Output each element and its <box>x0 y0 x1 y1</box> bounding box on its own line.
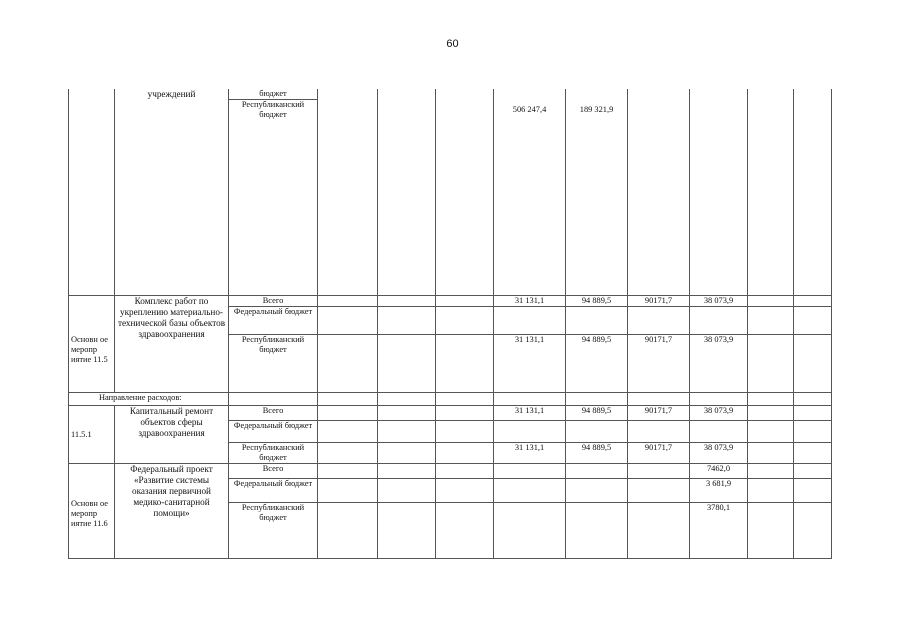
code-cell: Основн ое меропр иятие 11.6 <box>69 464 115 559</box>
value-cell: 7462,0 <box>690 464 748 479</box>
source-label: Республиканский бюджет <box>229 443 318 464</box>
measure-name: Капитальный ремонт объектов сферы здравоохранения <box>115 406 229 464</box>
table-row <box>69 296 832 307</box>
value-cell: 38 073,9 <box>690 335 748 393</box>
source-label: Республиканский бюджет <box>229 503 318 559</box>
value-cell: 94 889,5 <box>566 406 628 421</box>
measure-name: Комплекс работ по укреплению материально-технической базы объектов здравоохранения <box>115 296 229 393</box>
source-label: Федеральный бюджет <box>229 421 318 443</box>
source-label: Всего <box>229 464 318 479</box>
value-cell: 94 889,5 <box>566 296 628 307</box>
source-label: Всего <box>229 296 318 307</box>
table-row <box>69 89 832 100</box>
table-row <box>69 393 832 406</box>
code-cell <box>69 89 115 296</box>
value-cell: 38 073,9 <box>690 406 748 421</box>
value-cell: 38 073,9 <box>690 296 748 307</box>
value-cell: 31 131,1 <box>494 406 566 421</box>
source-label: бюджет <box>229 89 318 100</box>
source-label: Республиканский бюджет <box>229 335 318 393</box>
source-label: Всего <box>229 406 318 421</box>
direction-label: Направление расходов: <box>69 393 229 406</box>
table-row <box>69 464 832 479</box>
value-cell: 90171,7 <box>628 443 690 464</box>
value-cell: 506 247,4 <box>494 89 566 296</box>
value-cell: 31 131,1 <box>494 335 566 393</box>
measure-name: Федеральный проект «Развитие системы оказания первичной медико-санитарной помощи» <box>115 464 229 559</box>
value-cell: 3780,1 <box>690 503 748 559</box>
value-cell: 3 681,9 <box>690 479 748 503</box>
page-number: 60 <box>446 38 459 50</box>
value-cell: 94 889,5 <box>566 335 628 393</box>
value-cell: 90171,7 <box>628 406 690 421</box>
measure-name: учреждений <box>115 89 229 296</box>
code-cell: Основн ое меропр иятие 11.5 <box>69 296 115 393</box>
value-cell: 31 131,1 <box>494 443 566 464</box>
value-cell: 31 131,1 <box>494 296 566 307</box>
source-label: Федеральный бюджет <box>229 307 318 335</box>
value-cell: 38 073,9 <box>690 443 748 464</box>
table-row <box>69 406 832 421</box>
value-cell: 90171,7 <box>628 335 690 393</box>
value-cell: 94 889,5 <box>566 443 628 464</box>
value-cell: 189 321,9 <box>566 89 628 296</box>
source-label: Республиканский бюджет <box>229 100 318 296</box>
source-label: Федеральный бюджет <box>229 479 318 503</box>
budget-table <box>68 89 832 559</box>
code-cell: 11.5.1 <box>69 406 115 464</box>
value-cell: 90171,7 <box>628 296 690 307</box>
